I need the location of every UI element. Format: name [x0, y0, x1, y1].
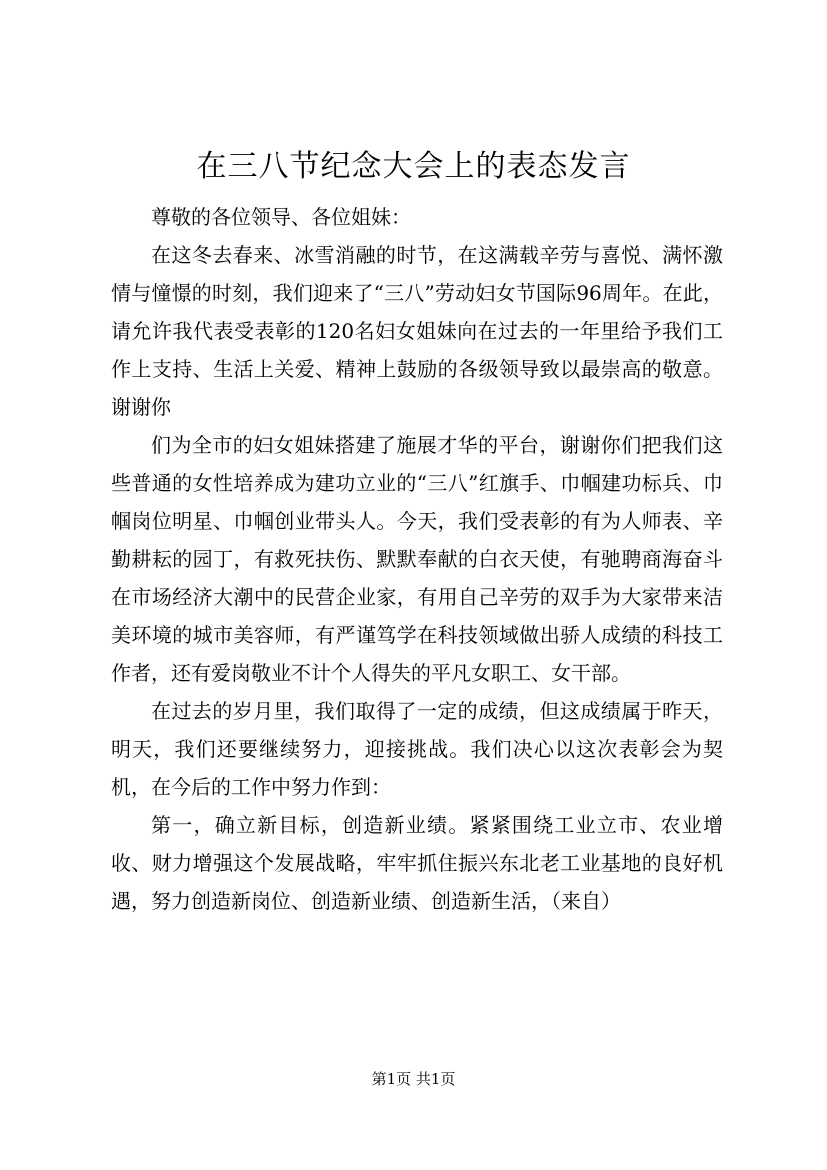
salutation: 尊敬的各位领导、各位姐妹： [151, 205, 411, 229]
paragraph: 在过去的岁月里，我们取得了一定的成绩，但这成绩属于昨天，明天，我们还要继续努力，迎接挑战。我们决心以这次表彰会为契机，在今后的工作中努力作到： [111, 699, 723, 799]
document-body [111, 198, 723, 920]
document-title: 在三八节纪念大会上的表态发言 [196, 149, 631, 184]
paragraph: 们为全市的妇女姐妹搭建了施展才华的平台，谢谢你们把我们这些普通的女性培养成为建功立业的“三八”红旗手、巾帼建功标兵、巾帼岗位明星、巾帼创业带头人。今天，我们受表彰的有为人师表、辛勤耕耘的园丁，有救死扶伤、默默奉献的白衣天使，有驰聘商海奋斗在市场经济大潮中的民营企业家，有用自己辛劳的双手为大家带来洁美环境的城市美容师，有严谨笃学在科技领域做出骄人成绩的科技工作者，还有爱岗敬业不计个人得失的平凡女职工、女干部。 [111, 433, 723, 685]
page-footer: 第1页 共1页 [371, 1070, 456, 1088]
paragraph: 在这冬去春来、冰雪消融的时节，在这满载辛劳与喜悦、满怀激情与憧憬的时刻，我们迎来了“三八”劳动妇女节国际96周年。在此，请允许我代表受表彰的120名妇女姐妹向在过去的一年里给予我们工作上支持、生活上关爱、精神上鼓励的各级领导致以最崇高的敬意。谢谢你 [111, 243, 723, 419]
paragraph: 第一，确立新目标，创造新业绩。紧紧围绕工业立市、农业增收、财力增强这个发展战略，牢牢抓住振兴东北老工业基地的良好机遇，努力创造新岗位、创造新业绩、创造新生活，（来自） [111, 813, 723, 913]
